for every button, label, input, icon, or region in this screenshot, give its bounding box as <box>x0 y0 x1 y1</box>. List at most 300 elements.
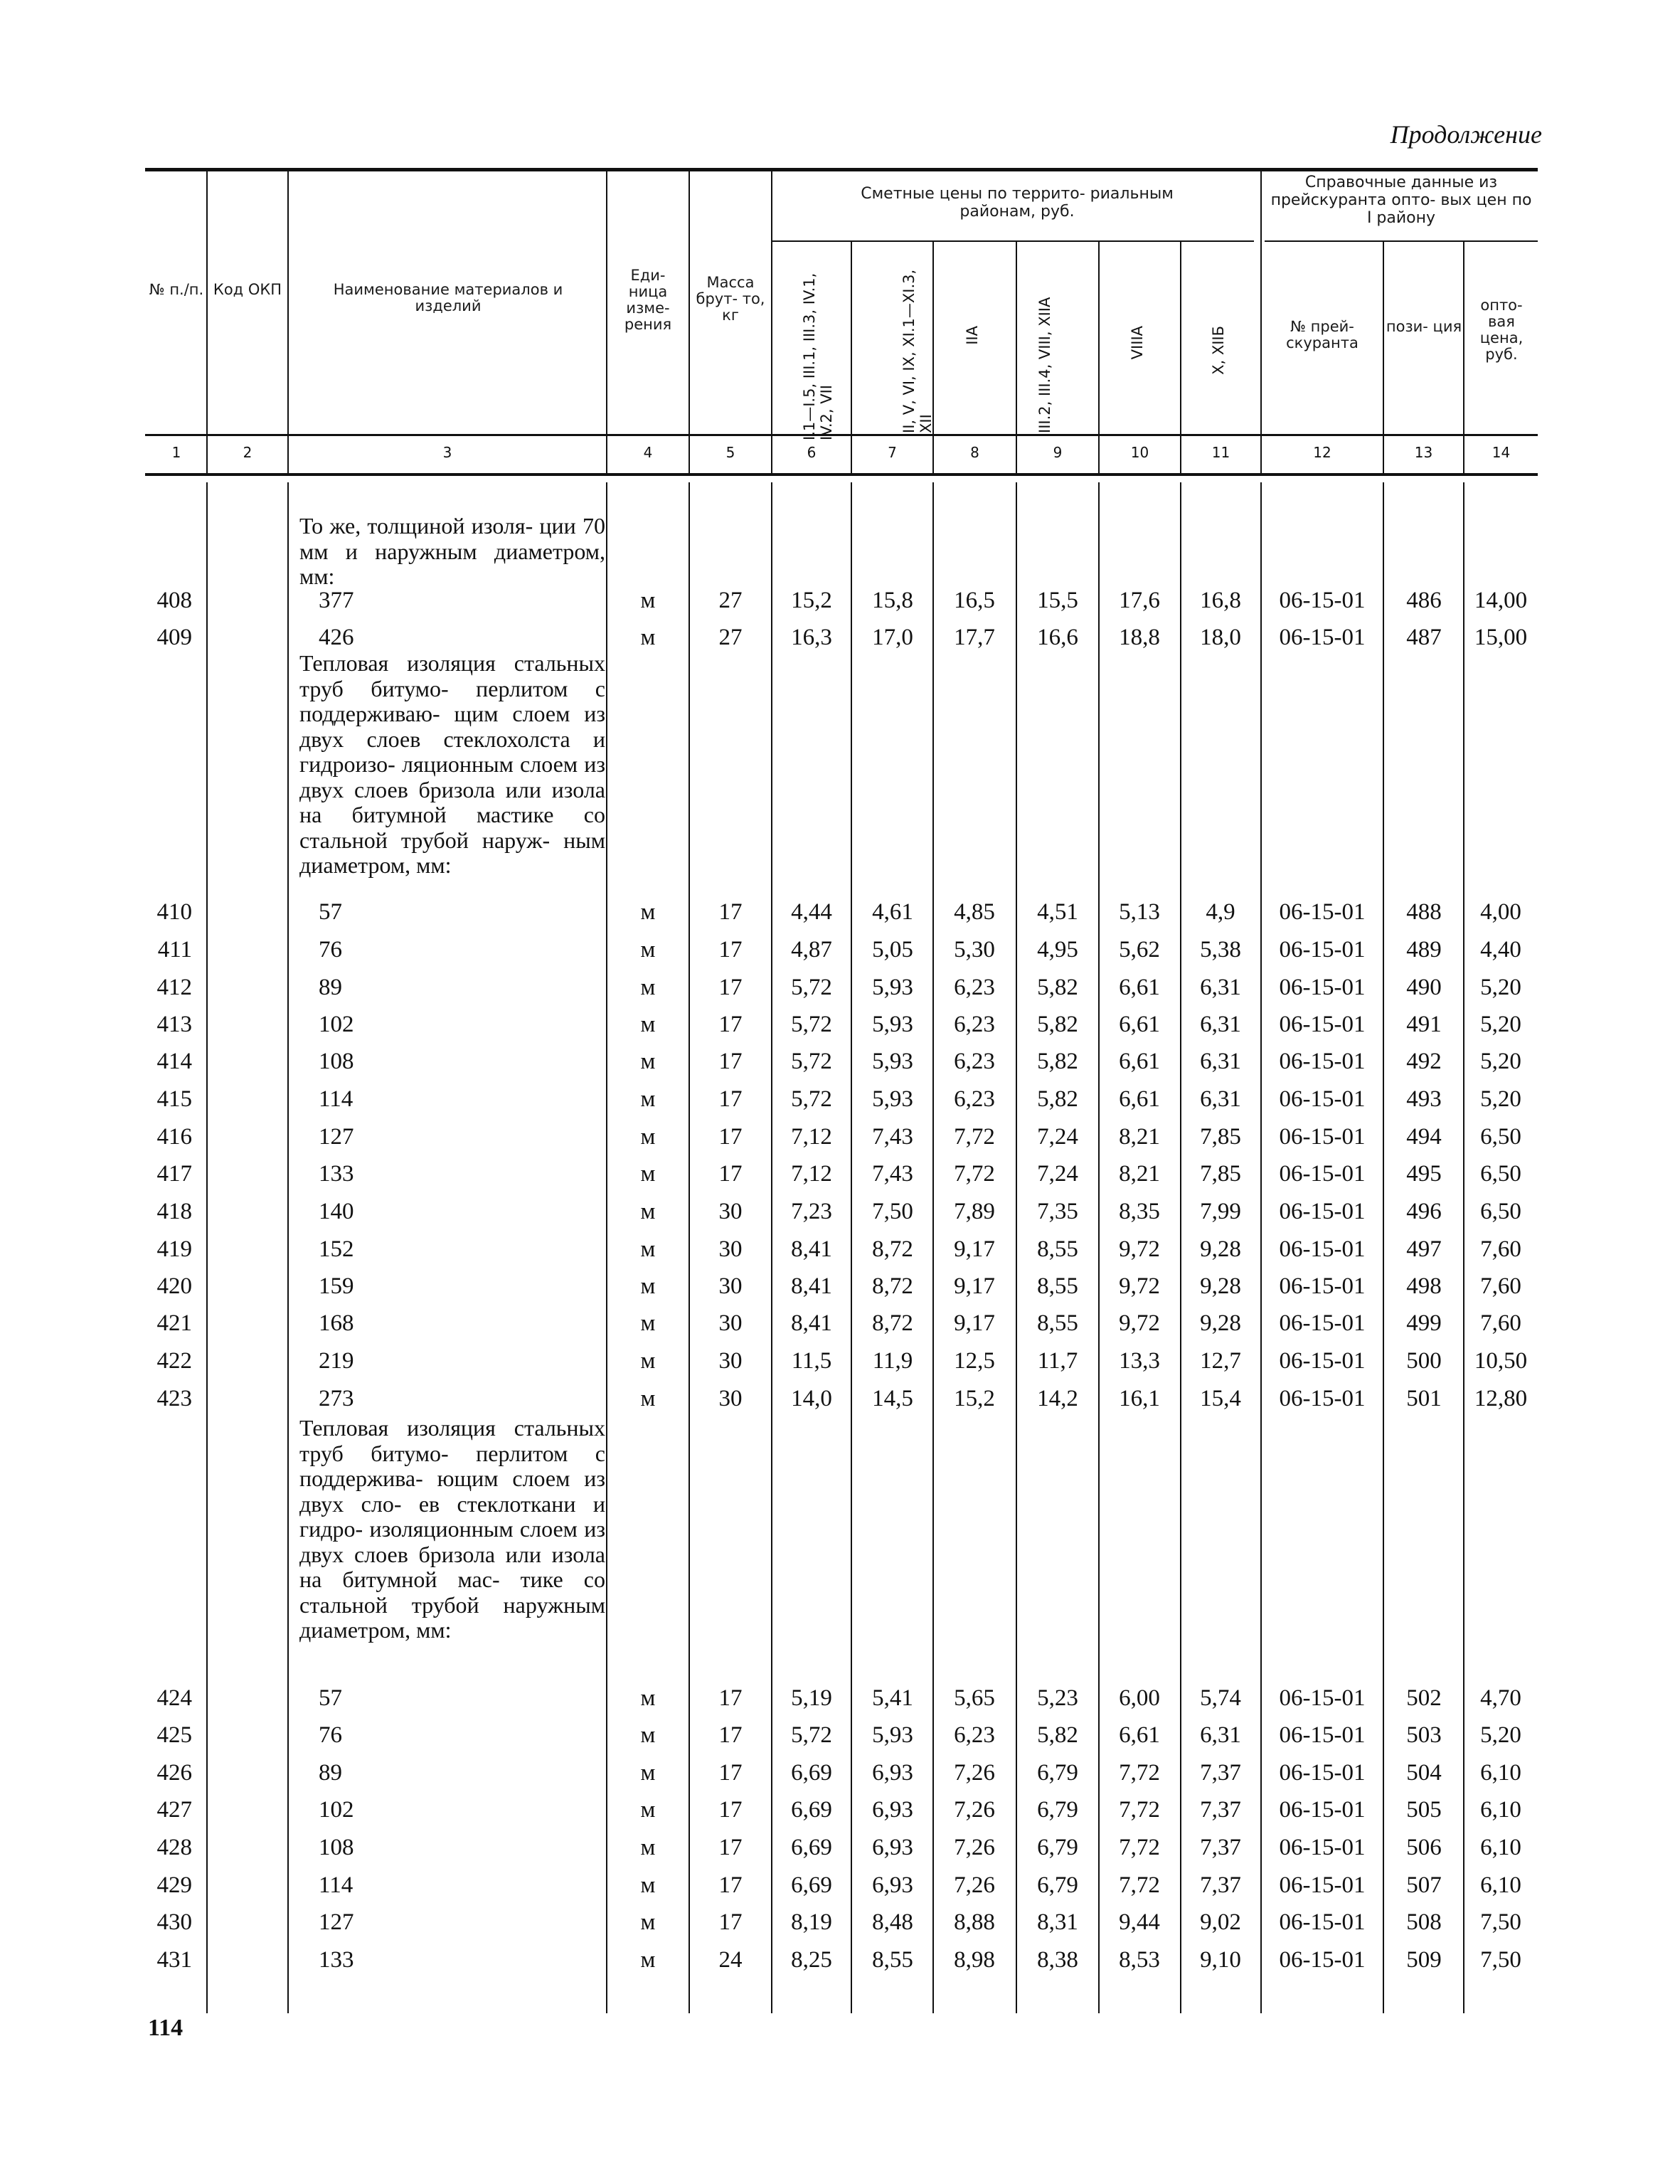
cell-p8: 5,65 <box>954 1685 995 1711</box>
cell-name: 159 <box>319 1273 354 1299</box>
cell-p10: 5,13 <box>1119 899 1160 925</box>
cell-unit: м <box>640 1797 656 1823</box>
cell-p11: 12,7 <box>1200 1348 1241 1374</box>
cell-p6: 5,72 <box>791 1086 832 1112</box>
cell-p10: 9,44 <box>1119 1909 1160 1935</box>
cell-no: 426 <box>156 1760 192 1786</box>
column-number: 9 <box>1053 444 1063 461</box>
cell-unit: м <box>640 1086 656 1112</box>
cell-p11: 6,31 <box>1200 1012 1241 1037</box>
header-vrule <box>1383 242 1384 476</box>
cell-unit: м <box>640 1348 656 1374</box>
cell-p9: 5,82 <box>1037 975 1078 1000</box>
cell-no: 415 <box>156 1086 192 1112</box>
cell-wholesale: 5,20 <box>1480 1012 1521 1037</box>
cell-mass: 24 <box>718 1947 743 1973</box>
cell-p6: 8,25 <box>791 1947 832 1973</box>
cell-price-list: 06-15-01 <box>1279 1835 1366 1860</box>
cell-p8: 6,23 <box>954 1722 995 1748</box>
cell-mass: 17 <box>718 1797 743 1823</box>
cell-p6: 8,41 <box>791 1236 832 1262</box>
cell-p7: 17,0 <box>872 625 913 650</box>
cell-mass: 17 <box>718 1760 743 1786</box>
cell-p9: 8,38 <box>1037 1947 1078 1973</box>
cell-unit: м <box>640 937 656 963</box>
cell-wholesale: 7,60 <box>1480 1273 1521 1299</box>
cell-name: 152 <box>319 1236 354 1262</box>
cell-name: 127 <box>319 1909 354 1935</box>
cell-unit: м <box>640 1161 656 1187</box>
cell-price-list: 06-15-01 <box>1279 1012 1366 1037</box>
cell-mass: 17 <box>718 937 743 963</box>
cell-mass: 17 <box>718 1722 743 1748</box>
cell-price-list: 06-15-01 <box>1279 1161 1366 1187</box>
cell-p11: 6,31 <box>1200 1049 1241 1074</box>
cell-p6: 14,0 <box>791 1386 832 1411</box>
cell-p8: 7,26 <box>954 1760 995 1786</box>
cell-wholesale: 5,20 <box>1480 1049 1521 1074</box>
column-number: 2 <box>243 444 252 461</box>
cell-mass: 17 <box>718 1049 743 1074</box>
header-vrule <box>1098 242 1100 476</box>
group-description: Тепловая изоляция стальных труб битумо- перлитом с поддерживаю- щим слоем из двух слоев стеклохолста и гидроизо- ляционным слоем из двух слоев бризола или изола на битумной мастике со стальной трубой наруж- ным диаметром, мм: <box>299 650 605 878</box>
cell-price-list: 06-15-01 <box>1279 1049 1366 1074</box>
cell-p11: 9,28 <box>1200 1310 1241 1336</box>
cell-p8: 17,7 <box>954 625 995 650</box>
cell-wholesale: 7,60 <box>1480 1310 1521 1336</box>
cell-p11: 9,02 <box>1200 1909 1241 1935</box>
cell-wholesale: 6,10 <box>1480 1835 1521 1860</box>
cell-no: 409 <box>156 625 192 650</box>
cell-price-list: 06-15-01 <box>1279 588 1366 613</box>
header-vrule <box>1463 242 1464 476</box>
cell-position: 501 <box>1406 1386 1442 1411</box>
cell-name: 89 <box>319 975 342 1000</box>
cell-unit: м <box>640 1310 656 1336</box>
cell-p7: 5,05 <box>872 937 913 963</box>
header-pricelist-no: № прей- скуранта <box>1286 318 1359 351</box>
cell-p9: 8,31 <box>1037 1909 1078 1935</box>
body-vrule <box>851 482 852 2013</box>
cell-p8: 6,23 <box>954 975 995 1000</box>
cell-name: 108 <box>319 1049 354 1074</box>
cell-p9: 15,5 <box>1037 588 1078 613</box>
cell-price-list: 06-15-01 <box>1279 1124 1366 1150</box>
cell-name: 76 <box>319 1722 342 1748</box>
cell-p9: 16,6 <box>1037 625 1078 650</box>
cell-p11: 7,37 <box>1200 1872 1241 1898</box>
cell-mass: 17 <box>718 899 743 925</box>
column-number: 1 <box>171 444 181 461</box>
cell-p11: 4,9 <box>1206 899 1235 925</box>
cell-price-list: 06-15-01 <box>1279 1909 1366 1935</box>
cell-wholesale: 7,50 <box>1480 1947 1521 1973</box>
cell-wholesale: 5,20 <box>1480 1086 1521 1112</box>
cell-p7: 14,5 <box>872 1386 913 1411</box>
header-unit: Еди- ница изме- рения <box>624 267 672 333</box>
cell-mass: 17 <box>718 1835 743 1860</box>
cell-p7: 5,41 <box>872 1685 913 1711</box>
cell-name: 219 <box>319 1348 354 1374</box>
cell-p8: 7,72 <box>954 1161 995 1187</box>
cell-position: 507 <box>1406 1872 1442 1898</box>
cell-position: 491 <box>1406 1012 1442 1037</box>
cell-no: 413 <box>156 1012 192 1037</box>
cell-p9: 7,24 <box>1037 1161 1078 1187</box>
cell-wholesale: 4,40 <box>1480 937 1521 963</box>
cell-wholesale: 12,80 <box>1474 1386 1528 1411</box>
cell-mass: 17 <box>718 1161 743 1187</box>
cell-position: 494 <box>1406 1124 1442 1150</box>
cell-mass: 17 <box>718 1086 743 1112</box>
body-vrule <box>1383 482 1384 2013</box>
cell-position: 502 <box>1406 1685 1442 1711</box>
cell-p8: 16,5 <box>954 588 995 613</box>
cell-p8: 12,5 <box>954 1348 995 1374</box>
cell-price-list: 06-15-01 <box>1279 1386 1366 1411</box>
cell-unit: м <box>640 1124 656 1150</box>
cell-p6: 15,2 <box>791 588 832 613</box>
cell-p6: 6,69 <box>791 1835 832 1860</box>
cell-position: 509 <box>1406 1947 1442 1973</box>
cell-unit: м <box>640 1386 656 1411</box>
cell-p10: 8,35 <box>1119 1199 1160 1224</box>
cell-p9: 8,55 <box>1037 1273 1078 1299</box>
header-vrule <box>287 171 289 476</box>
cell-position: 492 <box>1406 1049 1442 1074</box>
cell-unit: м <box>640 899 656 925</box>
cell-p11: 15,4 <box>1200 1386 1241 1411</box>
header-number: № п./п. <box>149 281 204 298</box>
cell-no: 430 <box>156 1909 192 1935</box>
cell-unit: м <box>640 1872 656 1898</box>
cell-mass: 27 <box>718 625 743 650</box>
cell-p7: 7,50 <box>872 1199 913 1224</box>
cell-no: 419 <box>156 1236 192 1262</box>
header-region-9: III.2, III.4, VIII, XIIА <box>1036 297 1053 433</box>
cell-p7: 4,61 <box>872 899 913 925</box>
cell-p9: 4,51 <box>1037 899 1078 925</box>
cell-no: 420 <box>156 1273 192 1299</box>
column-number: 14 <box>1492 444 1511 461</box>
cell-unit: м <box>640 1909 656 1935</box>
cell-price-list: 06-15-01 <box>1279 625 1366 650</box>
cell-no: 425 <box>156 1722 192 1748</box>
body-vrule <box>206 482 208 2013</box>
cell-price-list: 06-15-01 <box>1279 975 1366 1000</box>
cell-unit: м <box>640 1722 656 1748</box>
cell-p7: 8,48 <box>872 1909 913 1935</box>
cell-p8: 9,17 <box>954 1310 995 1336</box>
cell-p8: 8,88 <box>954 1909 995 1935</box>
cell-price-list: 06-15-01 <box>1279 1872 1366 1898</box>
cell-p10: 8,21 <box>1119 1161 1160 1187</box>
cell-mass: 17 <box>718 1124 743 1150</box>
cell-unit: м <box>640 625 656 650</box>
cell-wholesale: 7,50 <box>1480 1909 1521 1935</box>
cell-p9: 8,55 <box>1037 1310 1078 1336</box>
cell-wholesale: 4,70 <box>1480 1685 1521 1711</box>
cell-mass: 30 <box>718 1199 743 1224</box>
header-vrule <box>771 171 772 476</box>
cell-p8: 7,26 <box>954 1797 995 1823</box>
column-number: 7 <box>888 444 897 461</box>
group-description: То же, толщиной изоля- ции 70 мм и наружным диаметром, мм: <box>299 513 605 589</box>
cell-p6: 5,72 <box>791 975 832 1000</box>
cell-wholesale: 6,50 <box>1480 1124 1521 1150</box>
column-number: 3 <box>442 444 452 461</box>
cell-name: 102 <box>319 1012 354 1037</box>
cell-mass: 27 <box>718 588 743 613</box>
cell-p10: 6,00 <box>1119 1685 1160 1711</box>
cell-p11: 7,85 <box>1200 1124 1241 1150</box>
cell-p10: 6,61 <box>1119 1086 1160 1112</box>
body-vrule <box>606 482 607 2013</box>
cell-p9: 5,82 <box>1037 1012 1078 1037</box>
cell-p7: 8,55 <box>872 1947 913 1973</box>
column-number: 10 <box>1130 444 1149 461</box>
cell-p6: 11,5 <box>791 1348 832 1374</box>
cell-name: 57 <box>319 899 342 925</box>
cell-p11: 9,28 <box>1200 1273 1241 1299</box>
cell-p11: 7,85 <box>1200 1161 1241 1187</box>
top-rule <box>145 168 1538 171</box>
cell-p10: 9,72 <box>1119 1273 1160 1299</box>
cell-position: 503 <box>1406 1722 1442 1748</box>
cell-position: 488 <box>1406 899 1442 925</box>
ref-header-rule <box>1265 240 1538 242</box>
cell-p10: 8,53 <box>1119 1947 1160 1973</box>
cell-unit: м <box>640 1049 656 1074</box>
cell-position: 498 <box>1406 1273 1442 1299</box>
cell-no: 412 <box>156 975 192 1000</box>
cell-no: 411 <box>157 937 192 963</box>
cell-position: 508 <box>1406 1909 1442 1935</box>
header-vrule <box>689 171 690 476</box>
cell-p9: 5,82 <box>1037 1722 1078 1748</box>
cell-no: 429 <box>156 1872 192 1898</box>
cell-name: 89 <box>319 1760 342 1786</box>
cell-p8: 8,98 <box>954 1947 995 1973</box>
cell-p8: 6,23 <box>954 1086 995 1112</box>
cell-price-list: 06-15-01 <box>1279 937 1366 963</box>
cell-position: 495 <box>1406 1161 1442 1187</box>
cell-p9: 14,2 <box>1037 1386 1078 1411</box>
header-estimated-prices: Сметные цены по террито- риальным районам, руб. <box>861 185 1174 221</box>
cell-p9: 8,55 <box>1037 1236 1078 1262</box>
cell-price-list: 06-15-01 <box>1279 1310 1366 1336</box>
cell-unit: м <box>640 1273 656 1299</box>
column-number: 12 <box>1313 444 1331 461</box>
cell-p11: 7,37 <box>1200 1835 1241 1860</box>
cell-p8: 7,26 <box>954 1872 995 1898</box>
header-vrule <box>1016 242 1017 476</box>
cell-p9: 5,82 <box>1037 1086 1078 1112</box>
cell-price-list: 06-15-01 <box>1279 1947 1366 1973</box>
cell-p10: 7,72 <box>1119 1797 1160 1823</box>
body-vrule <box>287 482 289 2013</box>
cell-name: 133 <box>319 1947 354 1973</box>
cell-p6: 16,3 <box>791 625 832 650</box>
cell-p11: 7,99 <box>1200 1199 1241 1224</box>
cell-price-list: 06-15-01 <box>1279 899 1366 925</box>
cell-p10: 7,72 <box>1119 1872 1160 1898</box>
cell-position: 487 <box>1406 625 1442 650</box>
cell-p10: 6,61 <box>1119 975 1160 1000</box>
header-wholesale-price: опто- вая цена, руб. <box>1479 297 1524 363</box>
cell-position: 489 <box>1406 937 1442 963</box>
group-description: Тепловая изоляция стальных труб битумо- перлитом с поддержива- ющим слоем из двух сло- ев стеклоткани и гидро- изоляционным слоем из двух слоев бризола или изола на битумной мас- тике со стальной трубой наружным диаметром, мм: <box>299 1415 605 1643</box>
header-region-11: X, XIIБ <box>1210 326 1227 375</box>
cell-p6: 5,72 <box>791 1049 832 1074</box>
cell-no: 423 <box>156 1386 192 1411</box>
cell-p10: 7,72 <box>1119 1835 1160 1860</box>
cell-no: 418 <box>156 1199 192 1224</box>
cell-name: 57 <box>319 1685 342 1711</box>
cell-p10: 18,8 <box>1119 625 1160 650</box>
colnum-bottom-rule <box>145 473 1538 476</box>
cell-p6: 7,12 <box>791 1124 832 1150</box>
cell-no: 428 <box>156 1835 192 1860</box>
cell-unit: м <box>640 975 656 1000</box>
header-region-6: I.1—I.5, III.1, III.3, IV.1, IV.2, VII <box>801 272 835 440</box>
cell-price-list: 06-15-01 <box>1279 1722 1366 1748</box>
header-name: Наименование материалов и изделий <box>333 281 563 314</box>
cell-p8: 7,26 <box>954 1835 995 1860</box>
cell-wholesale: 5,20 <box>1480 1722 1521 1748</box>
cell-p7: 8,72 <box>872 1273 913 1299</box>
cell-wholesale: 5,20 <box>1480 975 1521 1000</box>
cell-p6: 7,12 <box>791 1161 832 1187</box>
cell-p9: 6,79 <box>1037 1835 1078 1860</box>
cell-p9: 6,79 <box>1037 1797 1078 1823</box>
cell-p10: 6,61 <box>1119 1012 1160 1037</box>
cell-p9: 4,95 <box>1037 937 1078 963</box>
cell-p7: 6,93 <box>872 1872 913 1898</box>
cell-no: 414 <box>156 1049 192 1074</box>
cell-name: 168 <box>319 1310 354 1336</box>
cell-p11: 5,74 <box>1200 1685 1241 1711</box>
cell-mass: 17 <box>718 1685 743 1711</box>
cell-name: 108 <box>319 1835 354 1860</box>
cell-mass: 30 <box>718 1273 743 1299</box>
cell-no: 427 <box>156 1797 192 1823</box>
cell-mass: 17 <box>718 1012 743 1037</box>
cell-p7: 5,93 <box>872 1722 913 1748</box>
header-vrule <box>1180 242 1181 476</box>
cell-name: 133 <box>319 1161 354 1187</box>
cell-p8: 6,23 <box>954 1012 995 1037</box>
cell-p6: 4,87 <box>791 937 832 963</box>
body-vrule <box>1180 482 1181 2013</box>
body-vrule <box>1463 482 1464 2013</box>
cell-no: 417 <box>156 1161 192 1187</box>
cell-position: 504 <box>1406 1760 1442 1786</box>
cell-name: 426 <box>319 625 354 650</box>
cell-no: 410 <box>156 899 192 925</box>
cell-p11: 9,10 <box>1200 1947 1241 1973</box>
cell-no: 424 <box>156 1685 192 1711</box>
cell-wholesale: 6,50 <box>1480 1161 1521 1187</box>
cell-p8: 7,89 <box>954 1199 995 1224</box>
cell-p9: 5,23 <box>1037 1685 1078 1711</box>
cell-p6: 5,72 <box>791 1722 832 1748</box>
cell-p8: 6,23 <box>954 1049 995 1074</box>
cell-mass: 30 <box>718 1348 743 1374</box>
cell-no: 422 <box>156 1348 192 1374</box>
header-vrule <box>1260 171 1262 476</box>
cell-p11: 7,37 <box>1200 1760 1241 1786</box>
cell-wholesale: 10,50 <box>1474 1348 1528 1374</box>
cell-no: 421 <box>156 1310 192 1336</box>
cell-price-list: 06-15-01 <box>1279 1273 1366 1299</box>
cell-mass: 17 <box>718 1872 743 1898</box>
body-vrule <box>932 482 934 2013</box>
cell-p10: 16,1 <box>1119 1386 1160 1411</box>
cell-wholesale: 4,00 <box>1480 899 1521 925</box>
cell-p11: 9,28 <box>1200 1236 1241 1262</box>
body-vrule <box>1098 482 1100 2013</box>
smet-header-rule <box>772 240 1254 242</box>
cell-name: 114 <box>319 1872 353 1898</box>
cell-name: 273 <box>319 1386 354 1411</box>
cell-unit: м <box>640 1236 656 1262</box>
cell-p10: 6,61 <box>1119 1722 1160 1748</box>
cell-p11: 7,37 <box>1200 1797 1241 1823</box>
cell-p6: 8,41 <box>791 1273 832 1299</box>
cell-no: 416 <box>156 1124 192 1150</box>
header-region-10: VIIIА <box>1129 326 1146 360</box>
header-vrule <box>606 171 607 476</box>
cell-p7: 6,93 <box>872 1760 913 1786</box>
cell-name: 76 <box>319 937 342 963</box>
cell-p7: 5,93 <box>872 1049 913 1074</box>
cell-p8: 4,85 <box>954 899 995 925</box>
cell-position: 486 <box>1406 588 1442 613</box>
cell-p6: 8,41 <box>791 1310 832 1336</box>
column-number: 6 <box>807 444 817 461</box>
cell-no: 408 <box>156 588 192 613</box>
cell-position: 493 <box>1406 1086 1442 1112</box>
cell-p11: 16,8 <box>1200 588 1241 613</box>
cell-price-list: 06-15-01 <box>1279 1797 1366 1823</box>
body-vrule <box>689 482 690 2013</box>
cell-p11: 18,0 <box>1200 625 1241 650</box>
header-vrule <box>206 171 208 476</box>
cell-p10: 5,62 <box>1119 937 1160 963</box>
cell-unit: м <box>640 1685 656 1711</box>
cell-p7: 5,93 <box>872 975 913 1000</box>
cell-price-list: 06-15-01 <box>1279 1685 1366 1711</box>
cell-p7: 7,43 <box>872 1161 913 1187</box>
body-vrule <box>1260 482 1262 2013</box>
cell-no: 431 <box>156 1947 192 1973</box>
cell-position: 500 <box>1406 1348 1442 1374</box>
column-number: 8 <box>970 444 979 461</box>
cell-wholesale: 15,00 <box>1474 625 1528 650</box>
cell-p6: 6,69 <box>791 1872 832 1898</box>
header-mass: Масса брут- то, кг <box>696 274 765 324</box>
cell-p6: 6,69 <box>791 1760 832 1786</box>
cell-p8: 7,72 <box>954 1124 995 1150</box>
cell-p10: 8,21 <box>1119 1124 1160 1150</box>
cell-p10: 7,72 <box>1119 1760 1160 1786</box>
cell-p8: 15,2 <box>954 1386 995 1411</box>
cell-wholesale: 6,10 <box>1480 1760 1521 1786</box>
cell-p8: 5,30 <box>954 937 995 963</box>
header-okp-code: Код ОКП <box>213 281 282 298</box>
cell-p6: 4,44 <box>791 899 832 925</box>
